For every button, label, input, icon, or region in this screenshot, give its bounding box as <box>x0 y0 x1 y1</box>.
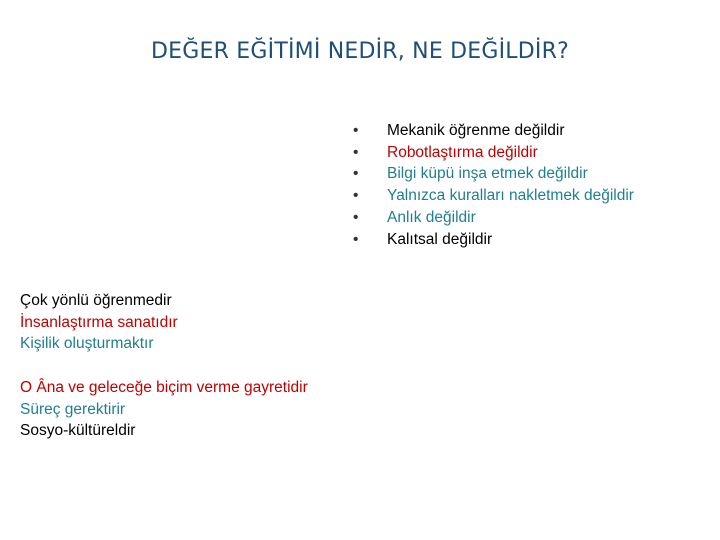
list-item-text: Mekanik öğrenme değildir <box>387 122 565 139</box>
list-item <box>348 142 634 164</box>
bullet-icon: • <box>353 143 359 161</box>
page-title: DEĞER EĞİTİMİ NEDİR, NE DEĞİLDİR? <box>151 38 569 64</box>
list-item <box>348 229 634 251</box>
bullet-icon: • <box>353 230 359 248</box>
statement-line: Süreç gerektirir <box>20 400 126 418</box>
statement-line: Çok yönlü öğrenmedir <box>20 292 172 309</box>
list-item <box>348 185 634 207</box>
list-item <box>348 120 634 142</box>
list-item-text: Robotlaştırma değildir <box>387 143 538 161</box>
statement-line: İnsanlaştırma sanatıdır <box>20 313 178 331</box>
list-item-text: Yalnızca kuralları nakletmek değildir <box>387 187 634 205</box>
bullet-icon: • <box>353 165 359 183</box>
list-item-text: Kalıtsal değildir <box>387 230 493 248</box>
is-block-1 <box>20 290 178 355</box>
not-list <box>348 120 634 250</box>
bullet-icon: • <box>353 187 359 205</box>
statement-line: Kişilik oluşturmaktır <box>20 335 154 353</box>
bullet-icon: • <box>353 122 359 139</box>
list-item <box>348 207 634 229</box>
list-item <box>348 163 634 185</box>
statement-line: Sosyo-kültüreldir <box>20 422 136 440</box>
is-block-2 <box>20 377 308 442</box>
list-item-text: Anlık değildir <box>387 208 476 226</box>
statement-line: O Âna ve geleceğe biçim verme gayretidir <box>20 379 308 396</box>
list-item-text: Bilgi küpü inşa etmek değildir <box>387 165 588 183</box>
bullet-icon: • <box>353 208 359 226</box>
